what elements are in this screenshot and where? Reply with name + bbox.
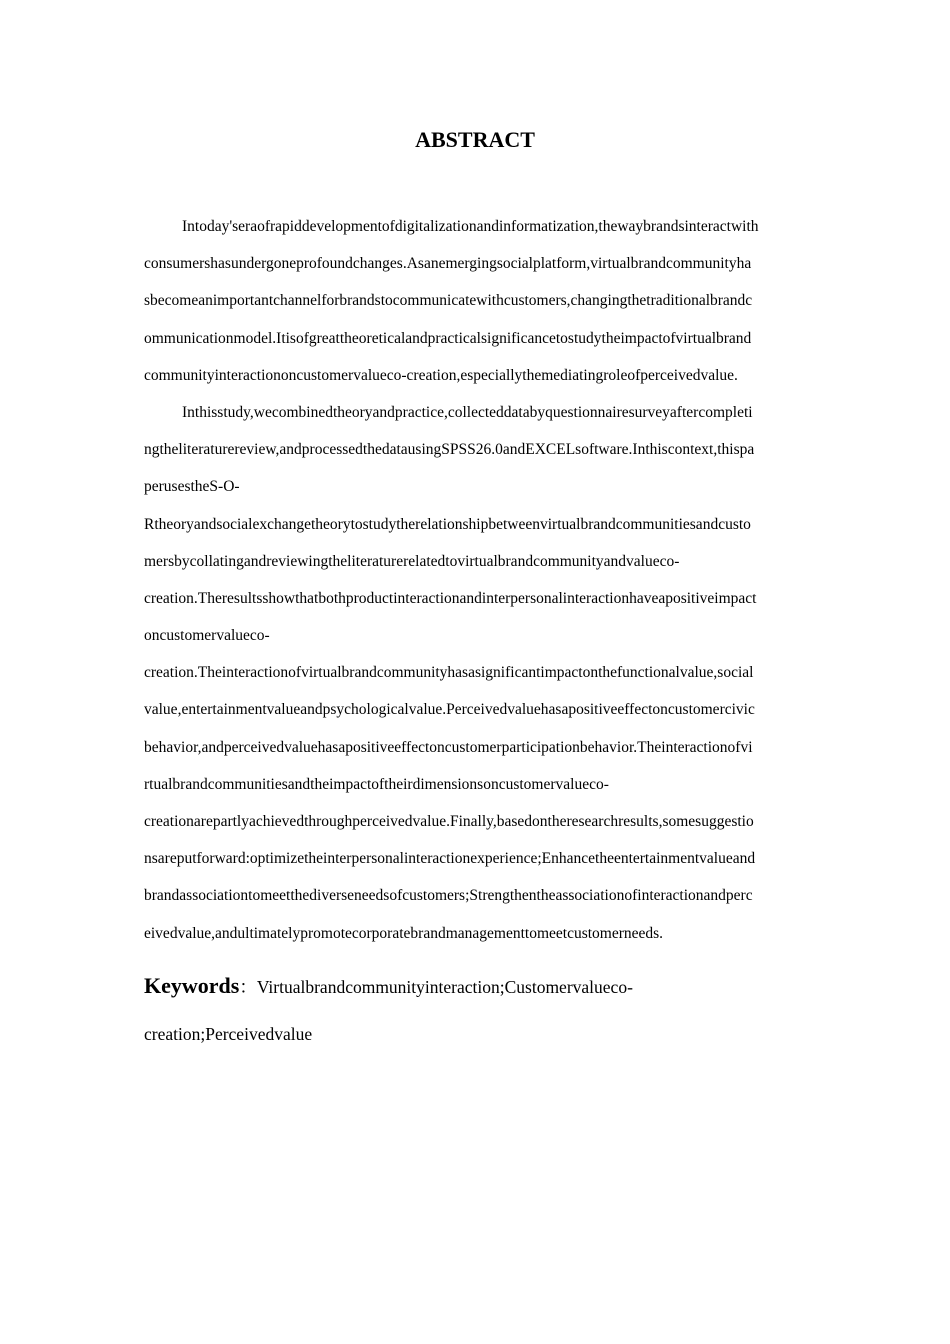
abstract-line: oncustomervalueco- <box>144 627 270 645</box>
abstract-line: nsareputforward:optimizetheinterpersonalinteractionexperience;Enhancetheentertainmentvalueand <box>144 850 756 868</box>
abstract-line: creation.Theinteractionofvirtualbrandcommunityhasasignificantimpactonthefunctionalvalue,social <box>144 664 754 682</box>
abstract-line: value,entertainmentvalueandpsychologicalvalue.Perceivedvaluehasapositiveeffectoncustomercivic <box>144 701 755 719</box>
abstract-line: brandassociationtomeetthediverseneedsofcustomers;Strengthentheassociationofinteractionandperc <box>144 887 753 905</box>
abstract-line: Intoday'seraofrapiddevelopmentofdigitalizationandinformatization,thewaybrandsinteractwith <box>182 218 759 235</box>
keywords-label: Keywords <box>144 973 240 998</box>
abstract-title: ABSTRACT <box>415 127 535 152</box>
abstract-line: perusestheS-O- <box>144 478 240 496</box>
keywords-line-1 <box>144 962 808 1010</box>
keywords-text-1: Virtualbrandcommunityinteraction;Customervalueco- <box>256 977 633 997</box>
keywords-separator: ： <box>239 977 257 997</box>
abstract-line: eivedvalue,andultimatelypromotecorporatebrandmanagementtomeetcustomerneeds. <box>144 924 664 942</box>
abstract-line: creation.Theresultsshowthatbothproductinteractionandinterpersonalinteractionhaveapositiveimpact <box>144 589 757 607</box>
abstract-line: ommunicationmodel.Itisofgreattheoreticalandpracticalsignificancetostudytheimpactofvirtualbrand <box>144 329 752 347</box>
abstract-body <box>144 208 808 952</box>
abstract-line: ngtheliteraturereview,andprocessedthedatausingSPSS26.0andEXCELsoftware.Inthiscontext,thispa <box>144 441 755 459</box>
abstract-line: sbecomeanimportantchannelforbrandstocommunicatewithcustomers,changingthetraditionalbrandc <box>144 292 753 310</box>
keywords-block <box>144 962 808 1058</box>
abstract-line: consumershasundergoneprofoundchanges.Asanemergingsocialplatform,virtualbrandcommunityha <box>144 255 752 273</box>
abstract-line: creationarepartlyachievedthroughperceivedvalue.Finally,basedontheresearchresults,somesuggestio <box>144 813 754 830</box>
abstract-line: Rtheoryandsocialexchangetheorytostudytherelationshipbetweenvirtualbrandcommunitiesandcusto <box>144 515 751 533</box>
abstract-line: rtualbrandcommunitiesandtheimpactoftheirdimensionsoncustomervalueco- <box>144 775 609 793</box>
abstract-line: Inthisstudy,wecombinedtheoryandpractice,collecteddatabyquestionnairesurveyaftercompleti <box>182 403 753 421</box>
abstract-line: behavior,andperceivedvaluehasapositiveeffectoncustomerparticipationbehavior.Theinteractionofvi <box>144 738 753 756</box>
abstract-line: communityinteractiononcustomervalueco-creation,especiallythemediatingroleofperceivedvalue. <box>144 366 738 384</box>
keywords-line-2: creation;Perceivedvalue <box>144 1024 313 1044</box>
abstract-line: mersbycollatingandreviewingtheliteraturerelatedtovirtualbrandcommunityandvalueco- <box>144 552 680 570</box>
